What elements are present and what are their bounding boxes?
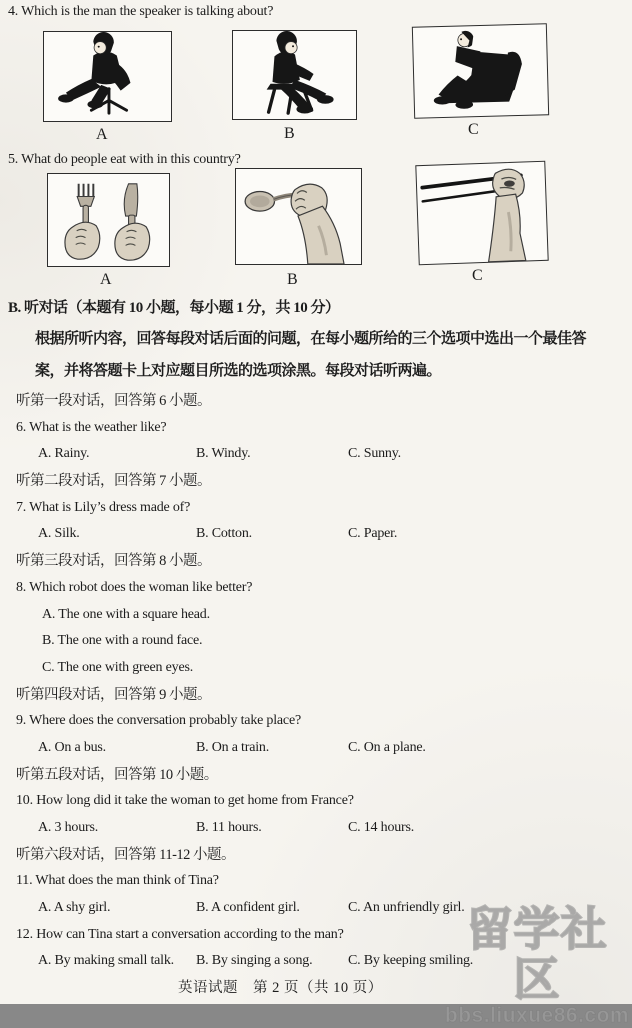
question-9-options bbox=[0, 735, 632, 762]
question-4-option-c-label: C bbox=[468, 121, 479, 138]
question-7-option-c: C. Paper. bbox=[348, 526, 398, 542]
question-4-option-a-image bbox=[43, 31, 172, 122]
question-10-option-a: A. 3 hours. bbox=[38, 820, 99, 835]
dialogue-3-cue: 听第三段对话，回答第 8 小题。 bbox=[16, 553, 211, 570]
question-5-option-a-label: A bbox=[100, 271, 112, 288]
question-9-option-b: B. On a train. bbox=[196, 739, 270, 755]
dialogue-2-cue: 听第二段对话，回答第 7 小题。 bbox=[16, 473, 211, 490]
listening-section bbox=[0, 388, 632, 975]
question-12-option-b: B. By singing a song. bbox=[196, 953, 313, 969]
watermark-site-url: bbs.liuxue86.com bbox=[444, 1004, 630, 1028]
question-8-option-a: A. The one with a square head. bbox=[42, 606, 210, 622]
question-7-option-a: A. Silk. bbox=[38, 526, 80, 542]
dialogue-1-cue: 听第一段对话，回答第 6 小题。 bbox=[16, 393, 211, 409]
question-8-option-c: C. The one with green eyes. bbox=[42, 659, 194, 675]
question-5-option-b-label: B bbox=[287, 271, 298, 288]
question-8-option-b: B. The one with a round face. bbox=[42, 633, 203, 649]
question-4-text: 4. Which is the man the speaker is talking about? bbox=[8, 4, 274, 19]
question-12-text: 12. How can Tina start a conversation according to the man? bbox=[16, 926, 344, 942]
question-5-option-c-image bbox=[415, 161, 548, 265]
question-6-options bbox=[0, 441, 632, 468]
question-5-option-b-image bbox=[235, 168, 362, 265]
page-footer: 英语试题 第 2 页（共 10 页） bbox=[178, 980, 383, 996]
hand-holding-chopsticks-icon bbox=[416, 162, 547, 264]
question-5-option-c-label: C bbox=[472, 267, 483, 284]
watermark bbox=[444, 905, 630, 1028]
question-9-option-a: A. On a bus. bbox=[38, 739, 106, 755]
dialogue-5-cue: 听第五段对话，回答第 10 小题。 bbox=[16, 766, 218, 783]
question-11-option-c: C. An unfriendly girl. bbox=[348, 900, 465, 916]
section-b-instruction-line1: 根据所听内容，回答每段对话后面的问题，在每小题所给的三个选项中选出一个最佳答 bbox=[35, 331, 587, 347]
question-11-option-b: B. A confident girl. bbox=[196, 900, 300, 916]
question-6-option-c: C. Sunny. bbox=[348, 446, 401, 462]
question-7-option-b: B. Cotton. bbox=[196, 526, 252, 542]
question-4-option-b-label: B bbox=[284, 125, 295, 142]
question-10-text: 10. How long did it take the woman to get home from France? bbox=[16, 793, 354, 809]
question-12-option-a: A. By making small talk. bbox=[38, 953, 174, 969]
question-6-text: 6. What is the weather like? bbox=[16, 419, 167, 435]
question-4-option-a-label: A bbox=[96, 126, 108, 143]
question-6-option-b: B. Windy. bbox=[196, 446, 251, 462]
question-9-option-c: C. On a plane. bbox=[348, 739, 426, 755]
question-10-option-b: B. 11 hours. bbox=[196, 820, 262, 835]
question-11-text: 11. What does the man think of Tina? bbox=[16, 873, 219, 889]
fork-and-knife-icon bbox=[48, 174, 169, 266]
question-7-text: 7. What is Lily’s dress made of? bbox=[16, 499, 191, 515]
question-4-option-b-image bbox=[232, 30, 357, 120]
dialogue-6-cue: 听第六段对话，回答第 11-12 小题。 bbox=[16, 846, 236, 863]
question-4-option-c-image bbox=[412, 23, 549, 119]
question-11-option-a: A. A shy girl. bbox=[38, 900, 111, 916]
section-b-heading: B. 听对话（本题有 10 小题，每小题 1 分，共 10 分） bbox=[8, 300, 340, 316]
question-10-option-c: C. 14 hours. bbox=[348, 820, 415, 835]
man-in-armchair-icon bbox=[413, 24, 548, 117]
question-9-text: 9. Where does the conversation probably take place? bbox=[16, 713, 301, 729]
boy-on-stool-icon bbox=[233, 31, 356, 119]
boy-on-swivel-chair-icon bbox=[44, 32, 171, 121]
question-5-text: 5. What do people eat with in this country? bbox=[8, 152, 241, 167]
hand-holding-spoon-icon bbox=[236, 169, 361, 264]
question-10-options bbox=[0, 815, 632, 842]
question-7-options bbox=[0, 521, 632, 548]
question-12-option-c: C. By keeping smiling. bbox=[348, 953, 474, 969]
question-6-option-a: A. Rainy. bbox=[38, 446, 90, 462]
question-5-option-a-image bbox=[47, 173, 170, 267]
watermark-logo: 留学社区 bbox=[466, 903, 608, 1005]
section-b-instruction-line2: 案，并将答题卡上对应题目所选的选项涂黑。每段对话听两遍。 bbox=[35, 363, 442, 379]
question-8-text: 8. Which robot does the woman like better? bbox=[16, 579, 253, 595]
dialogue-4-cue: 听第四段对话，回答第 9 小题。 bbox=[16, 686, 211, 703]
